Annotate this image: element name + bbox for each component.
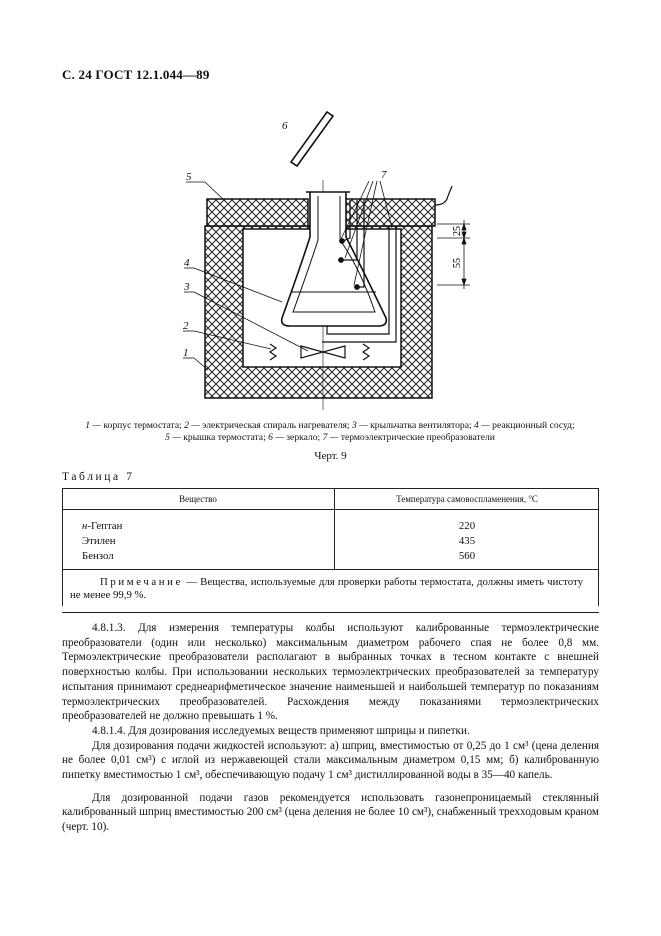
substance-prefix: н [82, 520, 88, 532]
figure-caption: Черт. 9 [314, 450, 347, 462]
legend-text-5: крышка термостата; [183, 432, 266, 443]
callout-5: 5 [186, 171, 192, 183]
col-header-substance: Вещество [62, 489, 335, 510]
callout-1: 1 [183, 347, 189, 359]
col-header-temperature: Температура самовоспламенения, °С [335, 489, 600, 510]
callout-3: 3 [184, 281, 190, 293]
cell-substance [62, 510, 335, 535]
paragraph: Для дозирования подачи жидкостей используют: а) шприц, вместимостью от 0,25 до 1 см³ (цена деления не более 0,01 см³) с иглой из нержавеющей стали максимальным диаметром 0,15 мм; б) калиброванную пипетку вместимостью 1 см³, обеспечивающую подачу 1 см³ дистиллированной воды в 35—40 капель. [62, 739, 599, 782]
table-title: Таблица 7 [62, 471, 135, 483]
legend-text-2: электрическая спираль нагревателя; [202, 420, 350, 431]
table-row [62, 549, 599, 570]
paragraph: Для дозированной подачи газов рекомендуется использовать газонепроницаемый стеклянный калиброванный шприц вместимостью 200 см³ (цена деления не более 10 см³), снабженный трехходовым краном (черт. 10). [62, 791, 599, 834]
legend-num-1: 1 [85, 420, 91, 431]
legend-num-3: 3 [351, 420, 357, 431]
paragraph: 4.8.1.4. Для дозирования исследуемых веществ применяют шприцы и пипетки. [92, 724, 470, 737]
paragraph: 4.8.1.3. Для измерения температуры колбы используют калиброванные термоэлектрические преобразователи (один или несколько) максимальным диаметром рабочего спая не более 0,8 мм. Термоэлектрические преобразователи располагают в выбранных точках в тесном контакте с внешней поверхностью колбы. При использовании нескольких термоэлектрических преобразователей за температуру испытания принимают среднеарифметическое значение наименьшей и наибольшей температур по показаниям термоэлектрических преобразователей. Расхождения между показаниями термоэлектрических преобразователей не должно превышать 1 %. [62, 622, 599, 723]
legend-text-4: реакционный сосуд; [492, 420, 575, 431]
thermostat-diagram [150, 105, 510, 415]
figure-legend: 1 — корпус термостата; 2 — электрическая спираль нагревателя; 3 — крыльчатка вентилятора; 4 — реакционный сосуд; 5 — крышка термостата; 6 — зеркало; 7 — термоэлектрические преобразователи [85, 420, 575, 443]
callout-6: 6 [282, 120, 288, 132]
legend-num-4: 4 [474, 420, 479, 431]
substances-table [62, 488, 599, 613]
legend-num-6: 6 [268, 432, 273, 443]
legend-num-2: 2 [184, 420, 189, 431]
dim-label-55: 55 [452, 258, 463, 268]
table-row [62, 510, 599, 535]
substance-name: -Гептан [87, 520, 123, 532]
legend-text-6: зеркало; [286, 432, 321, 443]
legend-text-1: корпус термостата; [103, 420, 182, 431]
table-note [62, 570, 599, 613]
cell-substance: Этилен [62, 534, 335, 549]
body-text [62, 621, 599, 835]
note-text: — Вещества, используемые для проверки работы термостата, должны иметь чистоту не менее 99,9 %. [70, 576, 583, 601]
cell-temperature: 220 [458, 520, 476, 532]
legend-num-5: 5 [165, 432, 170, 443]
cell-temperature: 560 [458, 550, 476, 562]
mirror [291, 112, 333, 166]
note-label: Примечание [100, 576, 183, 588]
cell-substance: Бензол [62, 549, 335, 570]
dim-label-25: 25 [452, 226, 463, 236]
table-row [62, 534, 599, 549]
legend-num-7: 7 [322, 432, 328, 443]
page-header: С. 24 ГОСТ 12.1.044—89 [62, 67, 210, 82]
legend-text-3: крыльчатка вентилятора; [370, 420, 472, 431]
cell-temperature: 435 [458, 535, 476, 547]
legend-text-7: термоэлектрические преобразователи [340, 432, 495, 443]
callout-2: 2 [183, 320, 189, 332]
callout-4: 4 [184, 257, 190, 269]
callout-7: 7 [381, 169, 387, 181]
